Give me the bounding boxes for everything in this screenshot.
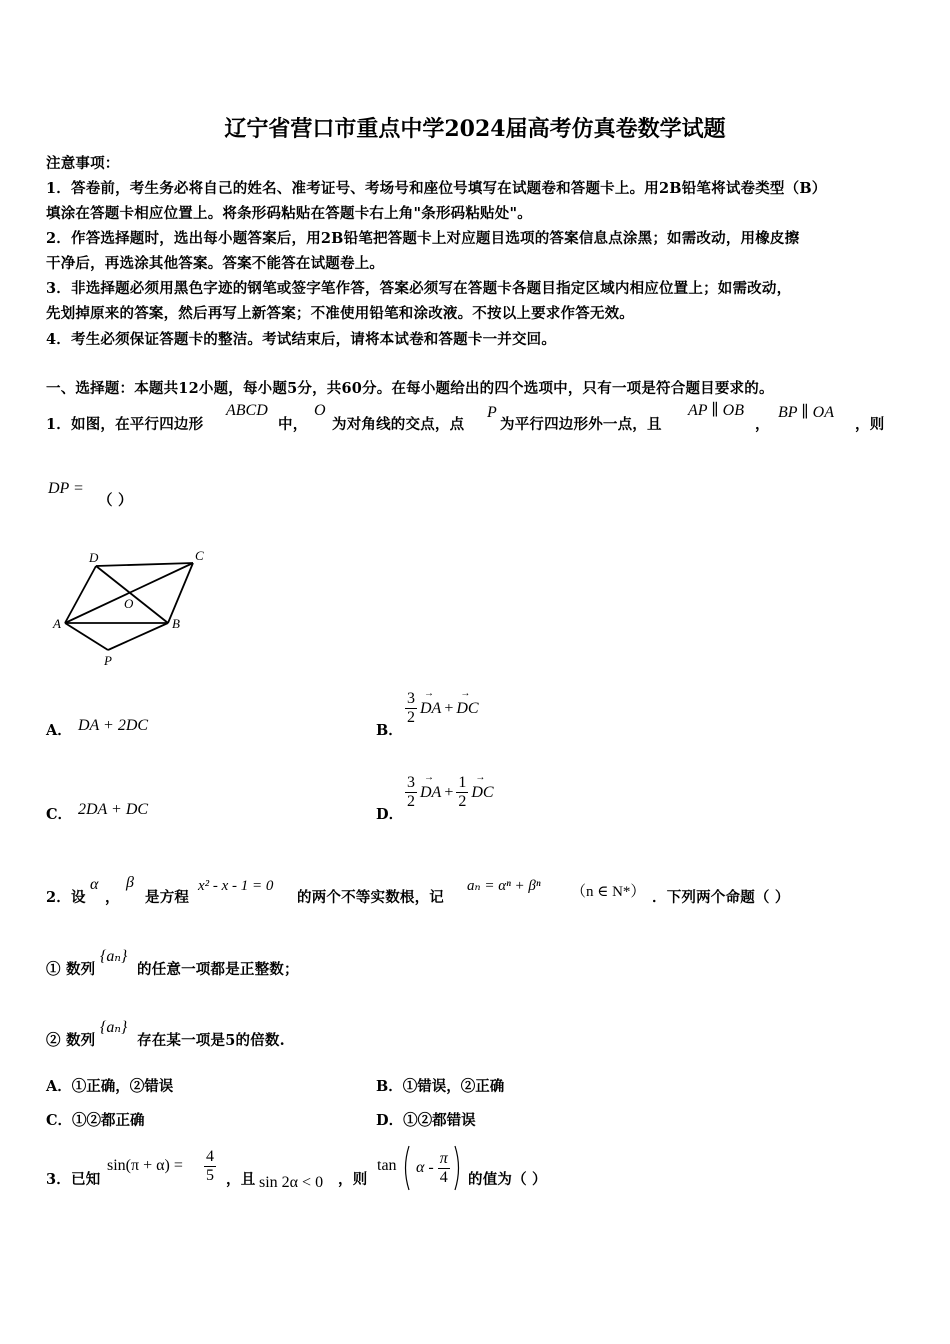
label-p: P xyxy=(104,653,112,668)
vector-da: → DA xyxy=(420,700,441,718)
q3-math-sin: sin(π + α) = xyxy=(107,1157,183,1174)
fraction-numerator: 1 xyxy=(458,774,467,791)
q1-math-bp: BP ∥ OA xyxy=(778,404,834,421)
q1-option-c-expr: 2DA + DC xyxy=(78,801,149,818)
vector-dc: → DC xyxy=(456,700,478,718)
q1-stem-2: 中， xyxy=(278,416,308,433)
notice-line-6: 先划掉原来的答案，然后再写上新答案；不准使用铅笔和涂改液。不按以上要求作答无效。 xyxy=(46,305,634,322)
label-b: B xyxy=(172,616,180,631)
notice-line-4: 干净后，再选涂其他答案。答案不能答在试题卷上。 xyxy=(46,255,385,272)
q2-math-domain: （n ∈ N*） xyxy=(571,884,646,900)
q3-inner-expr: α - xyxy=(416,1159,434,1176)
q1-option-d-label: D． xyxy=(376,806,404,823)
q3-fraction xyxy=(204,1148,216,1185)
section-heading: 一、选择题：本题共12小题，每小题5分，共60分。在每小题给出的四个选项中，只有一项是符合题目要求的。 xyxy=(46,380,774,397)
notice-line-5: 3．非选择题必须用黑色字迹的钢笔或签字笔作答，答案必须写在答题卡各题目指定区域内相应位置上；如需改动， xyxy=(46,280,792,297)
q1-math-abcd: ABCD xyxy=(226,402,268,419)
fraction-numerator: 4 xyxy=(206,1148,214,1165)
q1-stem-5: ， xyxy=(755,416,770,433)
q2-statement-1-seq: {aₙ} xyxy=(100,948,128,965)
notice-line-7: 4．考生必须保证答题卡的整洁。考试结束后，请将本试卷和答题卡一并交回。 xyxy=(46,331,557,348)
q1-option-c-label: C． xyxy=(46,806,73,823)
label-o: O xyxy=(124,596,134,611)
segment-ap xyxy=(65,623,108,650)
q1-math-ap: AP ∥ OB xyxy=(688,402,744,419)
notice-line-2: 填涂在答题卡相应位置上。将条形码粘贴在答题卡右上角"条形码粘贴处"。 xyxy=(46,205,532,222)
q2-stem-5: ．下列两个命题（ ） xyxy=(652,889,790,906)
fraction-numerator: π xyxy=(439,1149,448,1167)
plus-sign: + xyxy=(444,699,454,717)
q2-option-b: B．①错误，②正确 xyxy=(376,1078,505,1095)
fraction-denominator: 2 xyxy=(458,793,467,810)
q3-stem-1: 3．已知 xyxy=(46,1171,101,1188)
diagonal-db xyxy=(96,566,168,623)
q1-option-b-label: B． xyxy=(376,722,403,739)
notice-line-1: 1．答卷前，考生务必将自己的姓名、准考证号、考场号和座位号填写在试题卷和答题卡上。用2B铅笔将试卷类型（B） xyxy=(46,180,827,197)
q1-answer-paren: （ ） xyxy=(98,492,133,509)
q2-option-d: D．①②都错误 xyxy=(376,1112,476,1129)
fraction-numerator: 3 xyxy=(407,690,415,707)
plus-sign: + xyxy=(444,783,454,801)
fraction-denominator: 2 xyxy=(407,793,415,810)
q1-math-o: O xyxy=(314,402,326,419)
q1-stem-3: 为对角线的交点，点 xyxy=(332,416,465,433)
q2-stem-1: 2．设 xyxy=(46,889,86,906)
q1-option-d-fraction-1 xyxy=(405,774,417,811)
q2-stem-4: 的两个不等实数根，记 xyxy=(297,889,444,906)
fraction-numerator: 3 xyxy=(407,774,415,791)
label-d: D xyxy=(89,550,99,565)
notice-heading: 注意事项： xyxy=(46,155,120,172)
q1-option-d-fraction-2 xyxy=(456,774,468,811)
notice-line-3: 2．作答选择题时，选出每小题答案后，用2B铅笔把答题卡上对应题目选项的答案信息点涂黑；如需改动，用橡皮擦 xyxy=(46,230,800,247)
q2-option-c: C．①②都正确 xyxy=(46,1112,145,1129)
q3-stem-4: 的值为（ ） xyxy=(468,1171,547,1188)
q3-pi-fraction xyxy=(438,1150,450,1187)
left-paren xyxy=(402,1145,410,1191)
q2-math-equation: x² - x - 1 = 0 xyxy=(198,878,274,894)
q2-stem-3: 是方程 xyxy=(145,889,190,906)
q1-option-b-expr xyxy=(405,690,479,727)
q3-math-tan: tan xyxy=(377,1157,397,1174)
q1-stem-6: ，则 xyxy=(855,416,885,433)
q2-statement-2-seq: {aₙ} xyxy=(100,1019,128,1036)
q2-option-a: A．①正确，②错误 xyxy=(46,1078,174,1095)
segment-bp xyxy=(108,623,168,650)
q2-statement-1-a: ① 数列 xyxy=(46,961,96,978)
parallelogram-figure xyxy=(50,545,220,670)
vector-dc: → DC xyxy=(471,784,493,802)
fraction-denominator: 5 xyxy=(206,1167,214,1184)
vector-da: → DA xyxy=(420,784,441,802)
q1-math-p: P xyxy=(487,404,497,421)
q2-statement-2-b: 存在某一项是5的倍数. xyxy=(137,1032,285,1049)
q2-math-beta: β xyxy=(126,874,134,891)
q2-stem-2: ， xyxy=(105,889,120,906)
edge-dc xyxy=(96,563,193,566)
page-title: 辽宁省营口市重点中学2024届高考仿真卷数学试题 xyxy=(224,116,726,142)
right-paren xyxy=(454,1145,462,1191)
q3-math-sin2a: sin 2α < 0 xyxy=(259,1174,324,1191)
label-c: C xyxy=(195,548,204,563)
label-a: A xyxy=(53,616,61,631)
fraction-denominator: 2 xyxy=(407,709,415,726)
q1-stem-4: 为平行四边形外一点，且 xyxy=(500,416,662,433)
q1-stem-1: 1．如图，在平行四边形 xyxy=(46,416,204,433)
q1-option-b-fraction xyxy=(405,690,417,727)
q1-option-a-label: A． xyxy=(46,722,72,739)
q1-math-dp: DP = xyxy=(48,480,84,497)
q2-statement-2-a: ② 数列 xyxy=(46,1032,96,1049)
fraction-denominator: 4 xyxy=(439,1168,448,1186)
q2-math-alpha: α xyxy=(90,876,99,893)
q3-tan-argument xyxy=(402,1145,462,1191)
q1-option-d-expr xyxy=(405,774,494,811)
edge-ad xyxy=(65,566,96,623)
q2-statement-1-b: 的任意一项都是正整数； xyxy=(137,961,299,978)
q1-option-a-expr: DA + 2DC xyxy=(78,717,149,734)
q3-stem-3: ，则 xyxy=(338,1171,368,1188)
q3-stem-2: ，且 xyxy=(226,1171,256,1188)
q2-math-an: aₙ = αⁿ + βⁿ xyxy=(467,878,541,894)
